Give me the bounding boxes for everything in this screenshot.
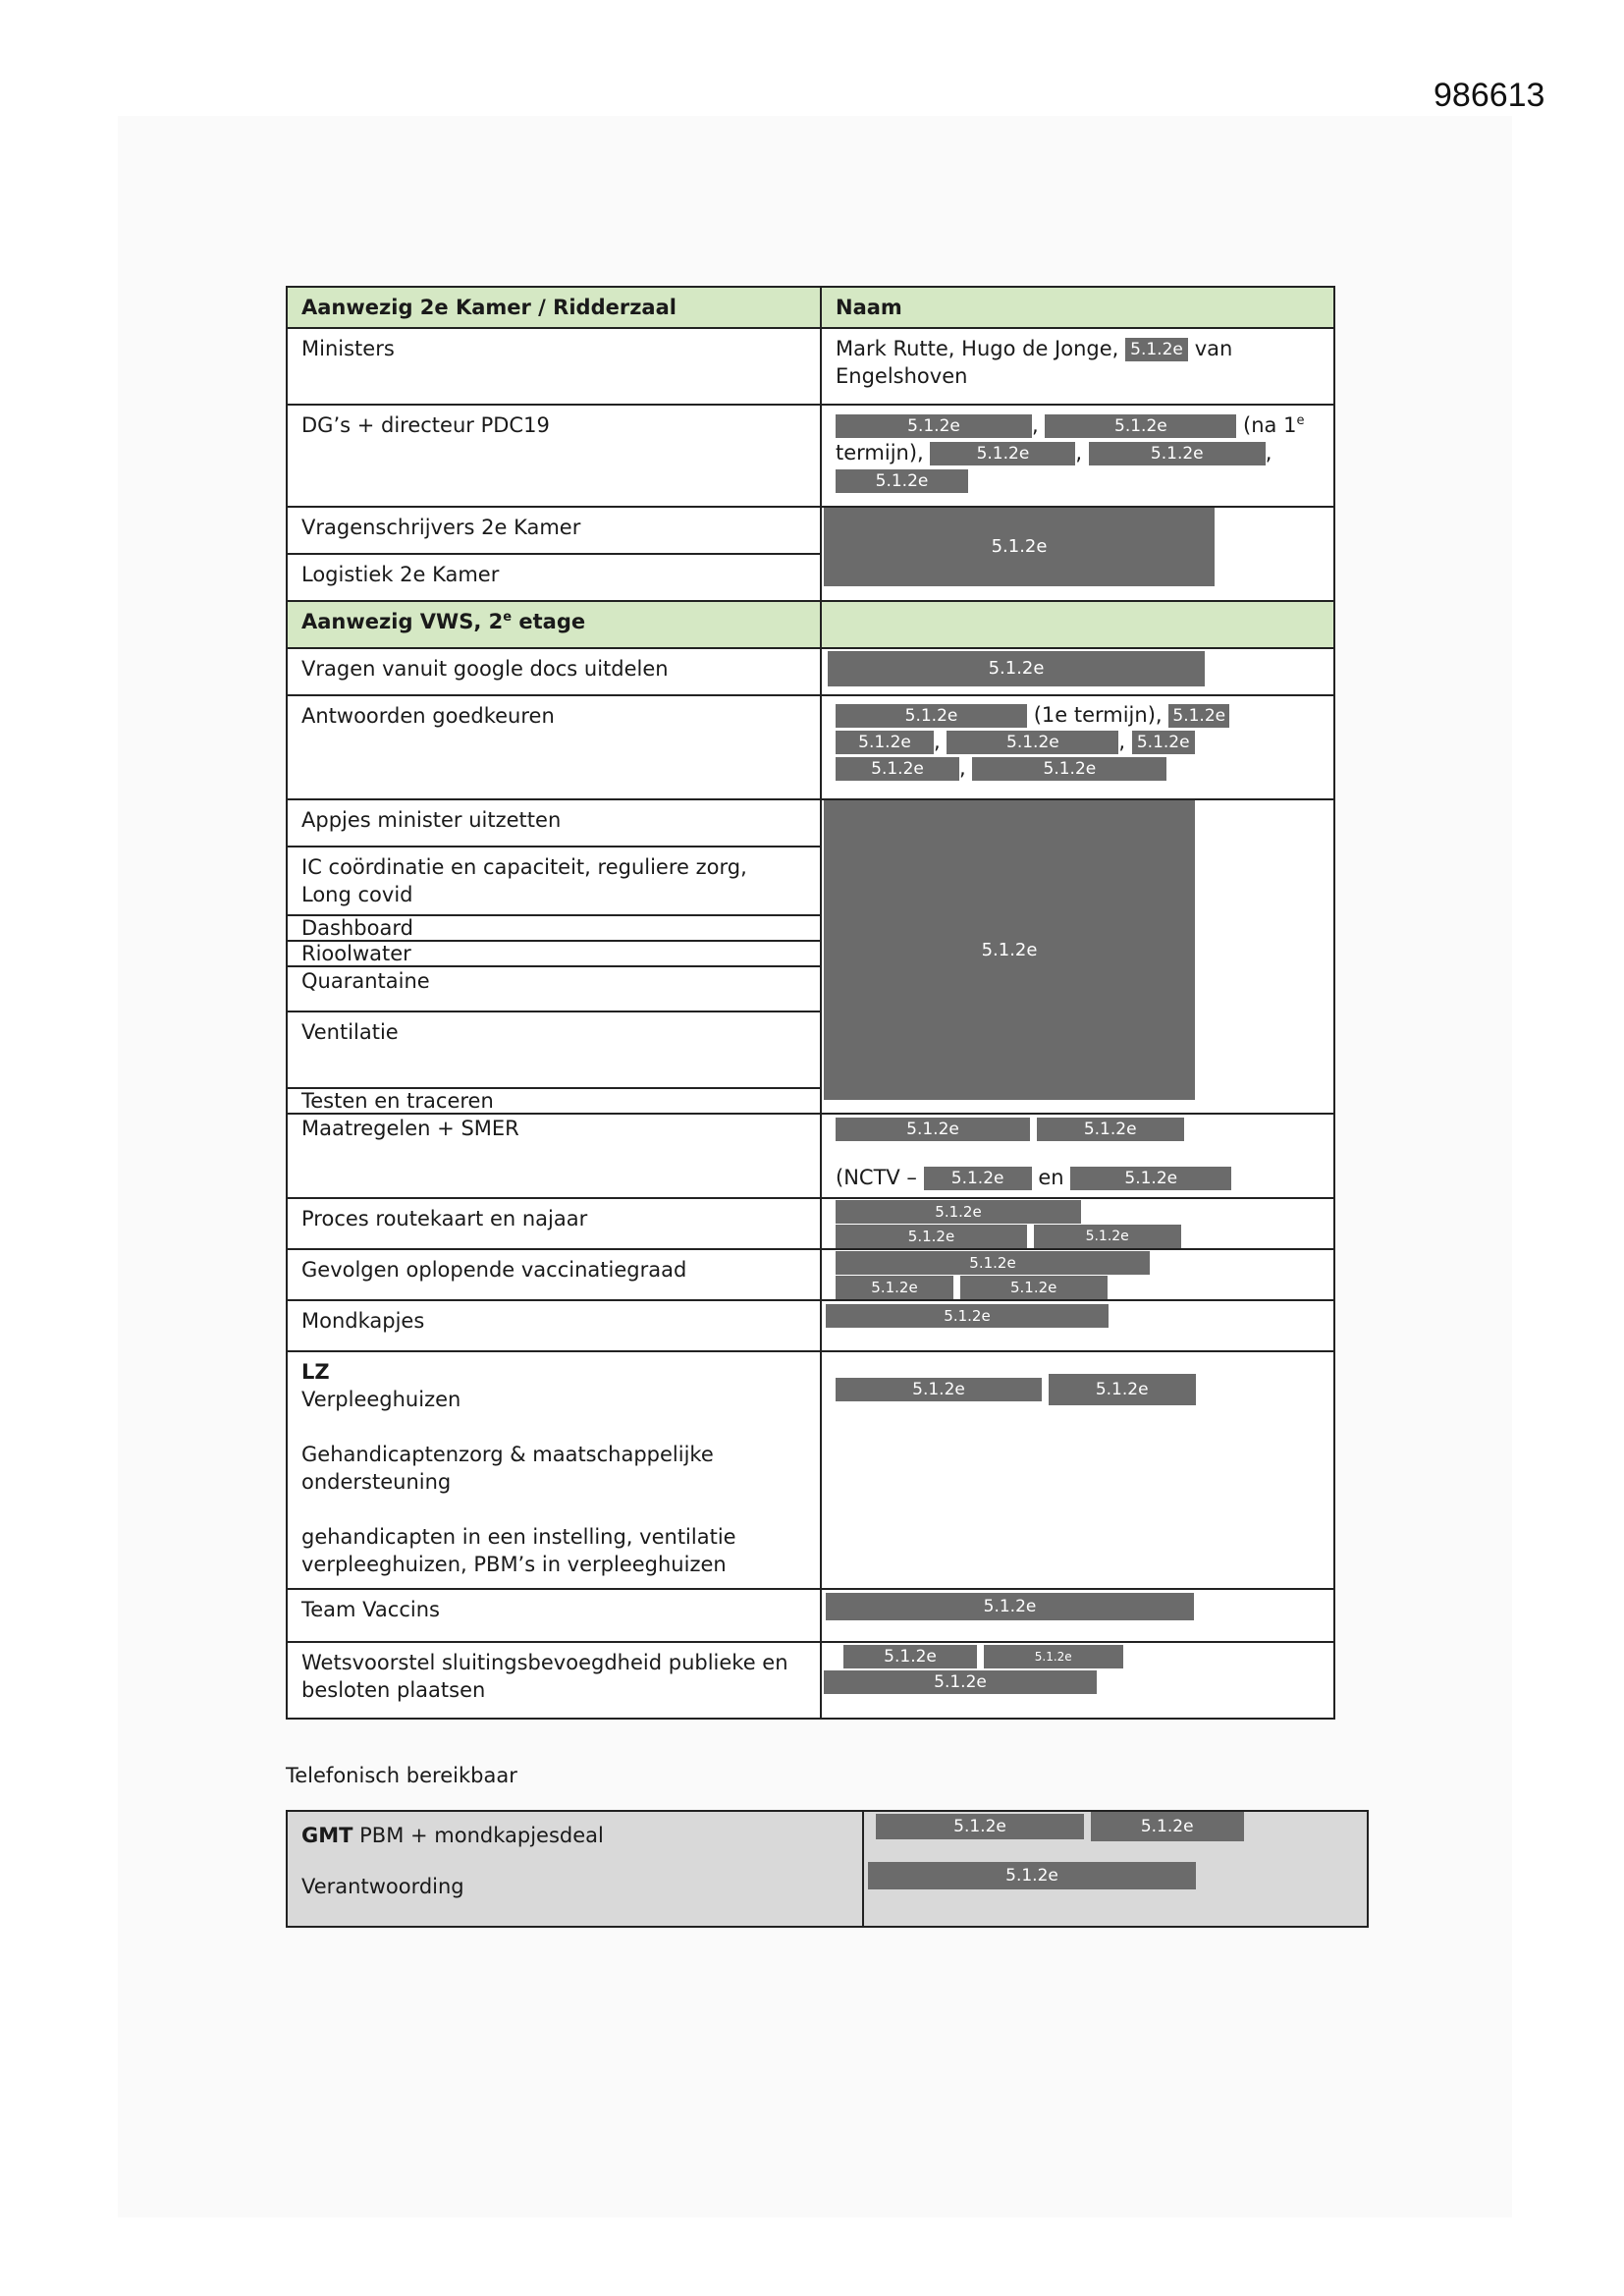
testen-label: Testen en traceren	[287, 1088, 821, 1114]
redaction: 5.1.2e	[1091, 1812, 1244, 1841]
mondkapjes-label: Mondkapjes	[287, 1300, 821, 1351]
redaction: 5.1.2e	[836, 469, 968, 493]
redaction: 5.1.2e	[1037, 1118, 1184, 1141]
redaction: 5.1.2e	[1049, 1374, 1196, 1405]
vws-header: Aanwezig VWS, 2e etage	[287, 601, 821, 648]
redacted-block-large	[821, 799, 1334, 1114]
ventilatie-label: Ventilatie	[287, 1011, 821, 1088]
header-left: Aanwezig 2e Kamer / Ridderzaal	[287, 287, 821, 328]
redaction: 5.1.2e	[960, 1276, 1108, 1299]
antwoorden-value: 5.1.2e (1e termijn), 5.1.2e 5.1.2e , 5.1.2e , 5.1.2e 5.1.2e , 5.1.2e	[821, 695, 1334, 799]
rioolwater-label: Rioolwater	[287, 941, 821, 966]
wetsvoorstel-label: Wetsvoorstel sluitingsbevoegdheid publieke en besloten plaatsen	[287, 1642, 821, 1719]
redaction: 5.1.2e	[824, 508, 1215, 586]
dgs-label: DG’s + directeur PDC19	[287, 405, 821, 507]
vragen-google-value	[821, 648, 1334, 695]
mondkapjes-value	[821, 1300, 1334, 1351]
team-vaccins-label: Team Vaccins	[287, 1589, 821, 1642]
redaction: 5.1.2e	[836, 1251, 1150, 1275]
attendance-table	[286, 286, 1335, 1720]
redaction: 5.1.2e	[826, 1593, 1194, 1620]
dgs-value: 5.1.2e , 5.1.2e (na 1e termijn), 5.1.2e , 5.1.2e , 5.1.2e	[821, 405, 1334, 507]
dashboard-label: Dashboard	[287, 915, 821, 941]
gevolgen-label: Gevolgen oplopende vaccinatiegraad	[287, 1249, 821, 1300]
phone-table	[286, 1810, 1369, 1928]
redaction: 5.1.2e	[828, 651, 1205, 686]
redaction: 5.1.2e	[1045, 414, 1236, 438]
redaction: 5.1.2e	[824, 1670, 1097, 1694]
redaction: 5.1.2e	[1125, 338, 1188, 361]
maatregelen-label: Maatregelen + SMER	[287, 1114, 821, 1198]
antwoorden-label: Antwoorden goedkeuren	[287, 695, 821, 799]
ministers-value: Mark Rutte, Hugo de Jonge, 5.1.2e van Engelshoven	[821, 328, 1334, 405]
maatregelen-value: 5.1.2e 5.1.2e (NCTV – 5.1.2e en 5.1.2e	[821, 1114, 1334, 1198]
wetsvoorstel-value	[821, 1642, 1334, 1719]
gmt-labels: GMT PBM + mondkapjesdeal Verantwoording	[287, 1811, 863, 1927]
ic-label: IC coördinatie en capaciteit, reguliere zorg, Long covid	[287, 847, 821, 915]
redaction: 5.1.2e	[924, 1167, 1032, 1190]
vragen-google-label: Vragen vanuit google docs uitdelen	[287, 648, 821, 695]
quarantaine-label: Quarantaine	[287, 966, 821, 1011]
gmt-values	[863, 1811, 1368, 1927]
header-right: Naam	[821, 287, 1334, 328]
redacted-block	[821, 507, 1334, 601]
redaction: 5.1.2e	[836, 1118, 1030, 1141]
redaction: 5.1.2e	[836, 1378, 1042, 1401]
proces-label: Proces routekaart en najaar	[287, 1198, 821, 1249]
gevolgen-value	[821, 1249, 1334, 1300]
redaction: 5.1.2e	[972, 757, 1166, 781]
redaction: 5.1.2e	[836, 1200, 1081, 1224]
redaction: 5.1.2e	[836, 1225, 1027, 1248]
telefonisch-heading: Telefonisch bereikbaar	[286, 1764, 517, 1787]
document-number: 986613	[1434, 77, 1545, 114]
redaction: 5.1.2e	[826, 1304, 1109, 1328]
lz-heading: LZ	[301, 1360, 330, 1384]
redaction: 5.1.2e	[984, 1645, 1123, 1668]
logistiek-label: Logistiek 2e Kamer	[287, 554, 821, 601]
redaction: 5.1.2e	[836, 1276, 953, 1299]
redaction: 5.1.2e	[836, 704, 1027, 728]
redaction: 5.1.2e	[843, 1645, 977, 1668]
redaction: 5.1.2e	[1034, 1225, 1181, 1248]
vws-header-right	[821, 601, 1334, 648]
redaction: 5.1.2e	[836, 757, 959, 781]
ministers-label: Ministers	[287, 328, 821, 405]
team-vaccins-value	[821, 1589, 1334, 1642]
redaction: 5.1.2e	[1168, 704, 1229, 728]
redaction: 5.1.2e	[930, 442, 1075, 465]
redaction: 5.1.2e	[1070, 1167, 1231, 1190]
appjes-label: Appjes minister uitzetten	[287, 799, 821, 847]
redaction: 5.1.2e	[824, 800, 1195, 1100]
redaction: 5.1.2e	[836, 414, 1032, 438]
vragenschrijvers-label: Vragenschrijvers 2e Kamer	[287, 507, 821, 554]
redaction: 5.1.2e	[1089, 442, 1266, 465]
redaction: 5.1.2e	[947, 731, 1118, 754]
redaction: 5.1.2e	[876, 1814, 1084, 1839]
lz-value	[821, 1351, 1334, 1589]
redaction: 5.1.2e	[1132, 731, 1195, 754]
lz-cell: LZ Verpleeghuizen Gehandicaptenzorg & maatschappelijke ondersteuning gehandicapten in een instelling, ventilatie verpleeghuizen, PBM’s in verpleeghuizen	[287, 1351, 821, 1589]
redaction: 5.1.2e	[868, 1862, 1196, 1889]
proces-value	[821, 1198, 1334, 1249]
redaction: 5.1.2e	[836, 731, 934, 754]
